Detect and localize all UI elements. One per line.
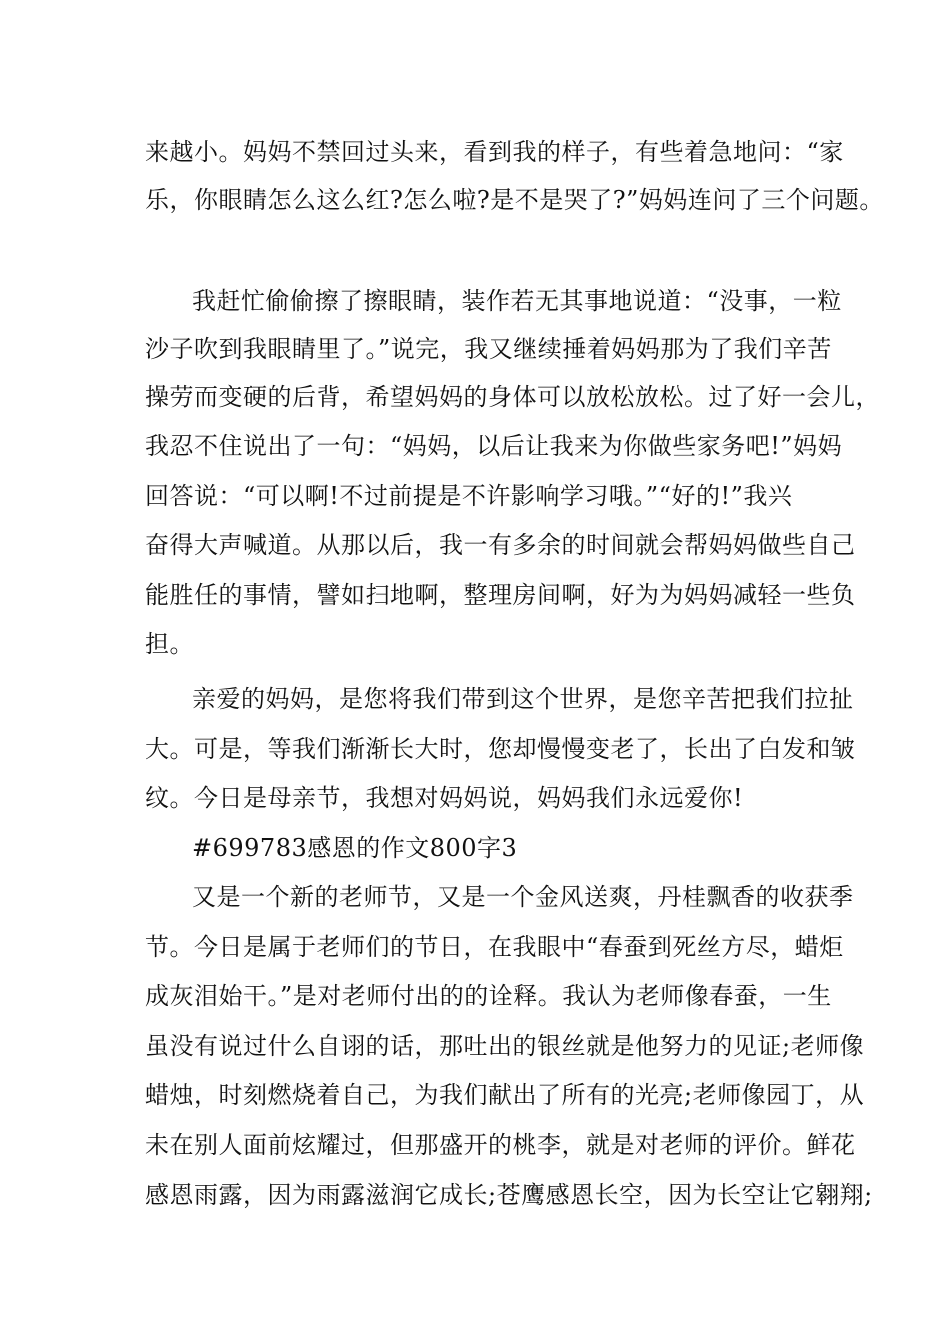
paragraph-line: 虽没有说过什么自诩的话，那吐出的银丝就是他努力的见证;老师像	[145, 1032, 865, 1060]
paragraph-line: 蜡烛，时刻燃烧着自己，为我们献出了所有的光亮;老师像园丁，从	[145, 1081, 865, 1109]
paragraph-line: 未在别人面前炫耀过，但那盛开的桃李，就是对老师的评价。鲜花	[145, 1131, 856, 1159]
paragraph-line: 又是一个新的老师节，又是一个金风送爽，丹桂飘香的收获季	[192, 883, 854, 911]
paragraph-line: 亲爱的妈妈，是您将我们带到这个世界，是您辛苦把我们拉扯	[192, 685, 854, 713]
paragraph-line: 担。	[145, 630, 194, 658]
paragraph-line: 节。今日是属于老师们的节日，在我眼中“春蚕到死丝方尽，蜡炬	[145, 933, 844, 961]
paragraph-line: 能胜任的事情，譬如扫地啊，整理房间啊，好为为妈妈减轻一些负	[145, 581, 856, 609]
paragraph-line: 乐，你眼睛怎么这么红?怎么啦?是不是哭了?”妈妈连问了三个问题。	[145, 186, 884, 214]
paragraph-line: 感恩雨露，因为雨露滋润它成长;苍鹰感恩长空，因为长空让它翱翔;	[145, 1181, 873, 1209]
paragraph-line: 操劳而变硬的后背，希望妈妈的身体可以放松放松。过了好一会儿，	[145, 383, 880, 411]
paragraph-line: 大。可是，等我们渐渐长大时，您却慢慢变老了，长出了白发和皱	[145, 735, 856, 763]
paragraph-line: 我赶忙偷偷擦了擦眼睛，装作若无其事地说道：“没事，一粒	[192, 287, 842, 315]
paragraph-line: 回答说：“可以啊!不过前提是不许影响学习哦。”“好的!”我兴	[145, 482, 793, 510]
paragraph-line: 沙子吹到我眼睛里了。”说完，我又继续捶着妈妈那为了我们辛苦	[145, 335, 832, 363]
paragraph-line: 成灰泪始干。”是对老师付出的的诠释。我认为老师像春蚕，一生	[145, 982, 832, 1010]
paragraph-line: 纹。今日是母亲节，我想对妈妈说，妈妈我们永远爱你!	[145, 784, 744, 812]
section-heading: #699783感恩的作文800字3	[192, 834, 518, 862]
paragraph-line: 来越小。妈妈不禁回过头来，看到我的样子，有些着急地问：“家	[145, 138, 844, 166]
paragraph-line: 奋得大声喊道。从那以后，我一有多余的时间就会帮妈妈做些自己	[145, 531, 856, 559]
paragraph-line: 我忍不住说出了一句：“妈妈，以后让我来为你做些家务吧!”妈妈	[145, 432, 843, 460]
